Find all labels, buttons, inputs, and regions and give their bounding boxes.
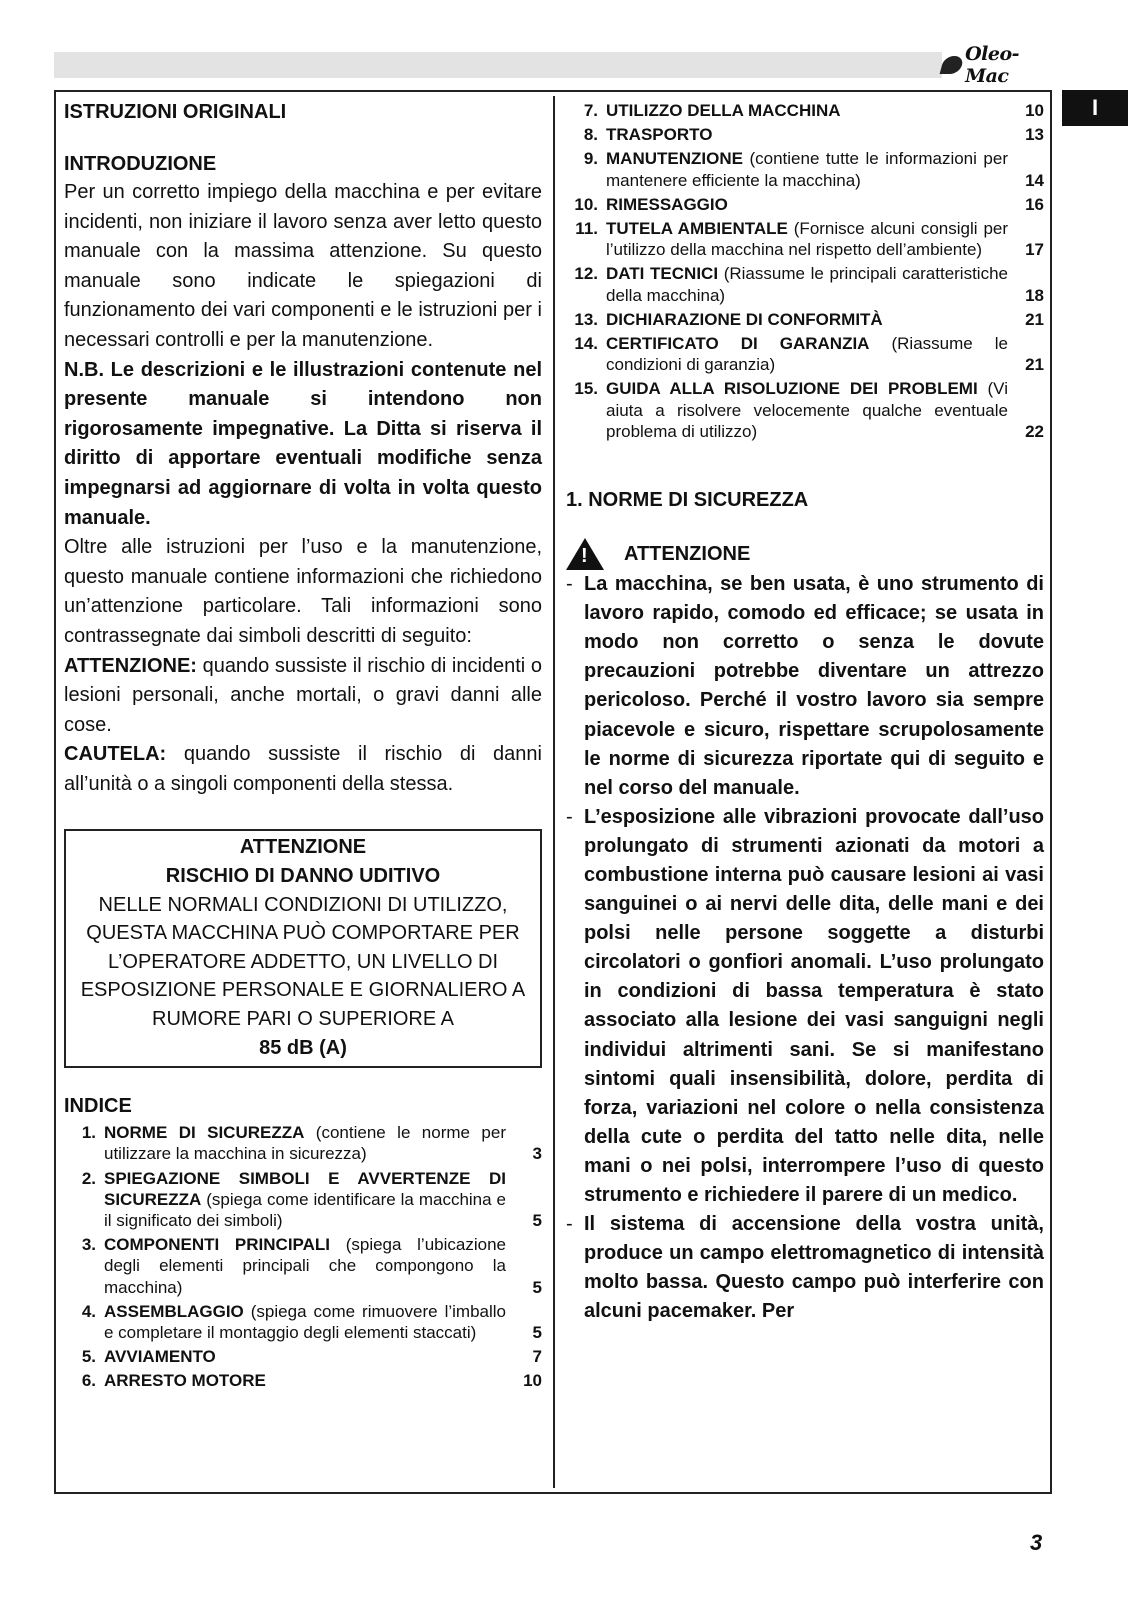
toc-item[interactable]: 10. RIMESSAGGIO 16	[574, 194, 1044, 214]
box-line: NELLE NORMALI CONDIZIONI DI UTILIZZO,	[98, 893, 508, 916]
box-line: QUESTA MACCHINA PUÒ COMPORTARE PER	[86, 922, 520, 945]
toc-item[interactable]: 7. UTILIZZO DELLA MACCHINA 10	[583, 101, 1044, 120]
brand-name: Oleo-Mac	[965, 43, 1020, 87]
box-line: ESPOSIZIONE PERSONALE E GIORNALIERO A	[80, 979, 526, 1002]
safety-bullet: - La macchina, se ben usata, è uno strumento di lavoro rapido, comodo ed efficace; se usata in modo non corretto o senza le dovute precauzioni potrebbe diventare un attrezzo pericoloso. Perché il vostro lavoro sia sempre piacevole e sicuro, rispettare scrupolosamente le norme di sicurezza riportate qui di seguito e nel corso del manuale.	[566, 573, 1044, 799]
box-line: L’OPERATORE ADDETTO, UN LIVELLO DI	[107, 950, 499, 973]
toc-item[interactable]: 8. TRASPORTO 13	[583, 125, 1044, 145]
box-title: ATTENZIONE	[239, 836, 367, 859]
toc-list-right	[566, 100, 1044, 442]
toc-item[interactable]: 9. MANUTENZIONE (contiene tutte le informazioni per mantenere efficiente la macchina) 14	[583, 149, 1044, 190]
toc-list-left	[64, 1122, 542, 1391]
toc-item[interactable]: 6. ARRESTO MOTORE 10	[81, 1371, 542, 1391]
box-noise-level: 85 dB (A)	[259, 1036, 347, 1059]
toc-item[interactable]: 13. DICHIARAZIONE DI CONFORMITÀ 21	[574, 309, 1044, 329]
intro-paragraph: Per un corretto impiego della macchina e per evitare incidenti, non iniziare il lavoro senza aver letto questo manuale con la massima attenzione. Su questo manuale sono indicate le spiegazioni di funzionamento dei vari componenti e le istruzioni per i necessari controlli e per la manutenzione.	[64, 181, 542, 351]
logo-icon	[940, 56, 965, 74]
toc-item[interactable]: 12. DATI TECNICI (Riassume le principali caratteristiche della macchina) 18	[574, 264, 1044, 305]
attention-definition	[64, 652, 542, 741]
toc-item[interactable]: 4. ASSEMBLAGGIO (spiega come rimuovere l’imballo e completare il montaggio degli elementi staccati) 5	[81, 1301, 542, 1343]
safety-bullet: - Il sistema di accensione della vostra unità, produce un campo elettromagnetico di intensità molto bassa. Questo campo può interferire con alcuni pacemaker. Per	[566, 1213, 1044, 1323]
attention-text: quando sussiste il rischio di incidenti o lesioni personali, anche mortali, o gravi danni alle cose.	[64, 654, 542, 736]
caution-definition	[64, 740, 542, 799]
symbols-paragraph: Oltre alle istruzioni per l’uso e la manutenzione, questo manuale contiene informazioni che richiedono un’attenzione particolare. Tali informazioni sono contrassegnate dai simboli descritti di seguito:	[64, 536, 542, 647]
header-bar	[54, 52, 1054, 78]
caution-label: CAUTELA:	[64, 743, 167, 766]
section-heading: 1. NORME DI SICUREZZA	[566, 489, 809, 512]
safety-bullet: - L’esposizione alle vibrazioni provocate dall’uso prolungato di strumenti azionati da motori a combustione interna può causare lesioni ai vasi sanguinei o ai nervi delle dita, delle mani e dei polsi nelle persone soggette a disturbi circolatori o gonfiori anomali. L’uso prolungato in condizioni di bassa temperatura è stato associato alla lesione dei vasi sanguigni negli individui altrimenti sani. Se si manifestano sintomi quali insensibilità, dolore, perdita di forza, variazioni nel colore o nella consistenza della cute o perdita del tatto nelle dita, nelle mani o nei polsi, interrompere l’uso di questo strumento e richiedere il parere di un medico.	[566, 805, 1044, 1207]
toc-item[interactable]: 1. NORME DI SICUREZZA (contiene le norme per utilizzare la macchina in sicurezza) 3	[81, 1123, 542, 1164]
box-line: RUMORE PARI O SUPERIORE A	[152, 1008, 454, 1031]
toc-item[interactable]: 14. CERTIFICATO DI GARANZIA (Riassume le condizioni di garanzia) 21	[574, 334, 1044, 375]
doc-title: ISTRUZIONI ORIGINALI	[64, 101, 287, 123]
toc-item[interactable]: 2. SPIEGAZIONE SIMBOLI E AVVERTENZE DI SICUREZZA (spiega come identificare la macchina e il significato dei simboli) 5	[81, 1168, 542, 1231]
warning-title: ATTENZIONE	[624, 543, 751, 566]
left-column	[64, 98, 542, 1392]
toc-item[interactable]: 3. COMPONENTI PRINCIPALI (spiega l’ubicazione degli elementi principali che compongono la macchina) 5	[81, 1235, 542, 1297]
right-column	[566, 98, 1044, 1326]
attention-label: ATTENZIONE:	[64, 654, 197, 677]
toc-item[interactable]: 15. GUIDA ALLA RISOLUZIONE DEI PROBLEMI (Vi aiuta a risolvere velocemente qualche eventuale problema di utilizzo) 22	[574, 379, 1044, 441]
index-heading: INDICE	[64, 1095, 132, 1118]
noise-warning-box	[64, 829, 542, 1068]
nb-paragraph: N.B. Le descrizioni e le illustrazioni contenute nel presente manuale si intendono non rigorosamente impegnative. La Ditta si riserva il diritto di apportare eventuali modifiche senza impegnarsi ad aggiornare di volta in volta questo manuale.	[64, 358, 542, 529]
language-tab: I	[1062, 90, 1128, 126]
column-divider	[553, 96, 555, 1488]
intro-heading: INTRODUZIONE	[64, 153, 217, 175]
warning-triangle-icon	[566, 538, 604, 570]
warning-header	[566, 538, 1044, 570]
caution-text: quando sussiste il rischio di danni all’unità o a singoli componenti della stessa.	[64, 743, 542, 795]
toc-item[interactable]: 5. AVVIAMENTO 7	[81, 1347, 542, 1367]
page-number: 3	[1030, 1530, 1043, 1555]
toc-item[interactable]: 11. TUTELA AMBIENTALE (Fornisce alcuni consigli per l’utilizzo della macchina nel rispetto dell’ambiente) 17	[575, 219, 1044, 260]
box-subtitle: RISCHIO DI DANNO UDITIVO	[165, 865, 441, 888]
brand-logo	[942, 43, 1054, 87]
